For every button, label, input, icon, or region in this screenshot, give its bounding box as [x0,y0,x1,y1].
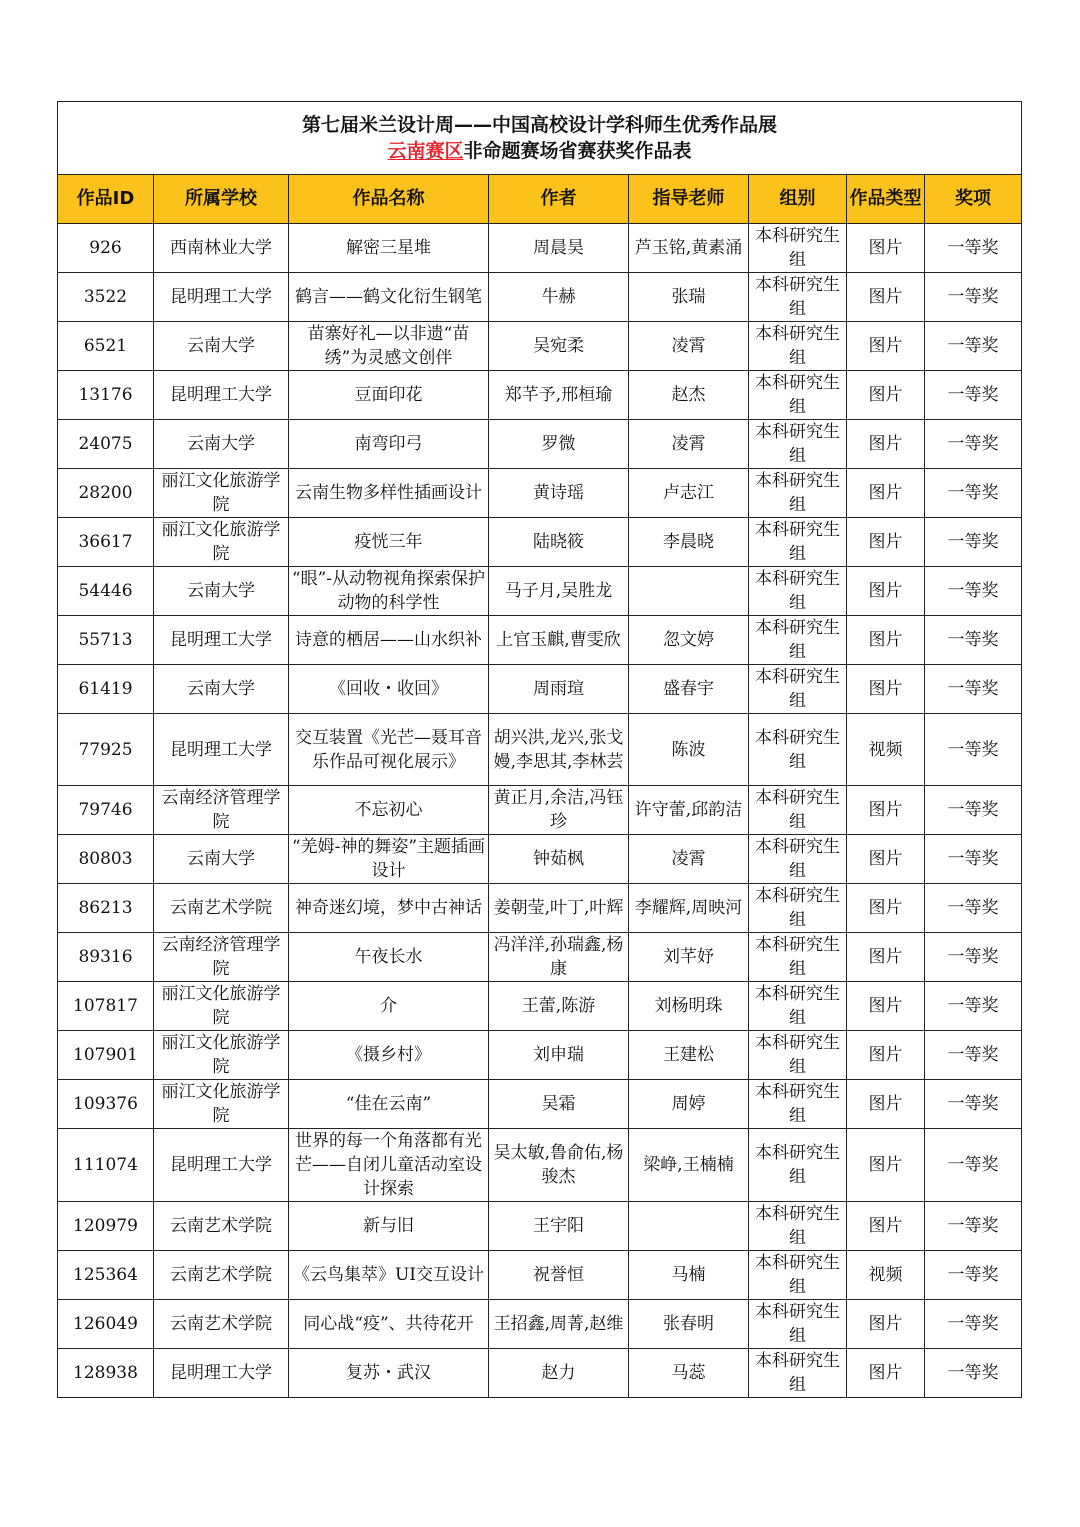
cell-work-id: 926 [58,224,154,273]
table-row [58,518,1022,567]
cell-author: 姜朝莹,叶丁,叶辉 [489,884,629,933]
cell-school: 云南大学 [154,835,289,884]
cell-school: 云南经济管理学院 [154,786,289,835]
cell-advisor: 凌霄 [629,322,749,371]
cell-work-id: 54446 [58,567,154,616]
cell-work-type: 图片 [847,371,925,420]
cell-work-id: 77925 [58,714,154,786]
cell-work-name: 《云鸟集萃》UI交互设计 [289,1251,489,1300]
cell-work-name: 《摄乡村》 [289,1031,489,1080]
cell-group: 本科研究生组 [749,518,847,567]
title-line-2 [60,138,1019,164]
cell-work-name: 云南生物多样性插画设计 [289,469,489,518]
cell-work-name: 疫恍三年 [289,518,489,567]
cell-work-id: 55713 [58,616,154,665]
cell-work-type: 图片 [847,933,925,982]
cell-advisor: 马蕊 [629,1349,749,1398]
cell-school: 丽江文化旅游学院 [154,1031,289,1080]
cell-author: 钟茹枫 [489,835,629,884]
column-header-school: 所属学校 [154,175,289,224]
cell-work-type: 图片 [847,224,925,273]
table-row [58,273,1022,322]
title-subtitle: 非命题赛场省赛获奖作品表 [463,140,692,162]
cell-work-type: 图片 [847,1349,925,1398]
table-title-row [58,102,1022,175]
cell-author: 郑芊予,邢桓瑜 [489,371,629,420]
cell-author: 王招鑫,周菁,赵维 [489,1300,629,1349]
cell-work-name: 不忘初心 [289,786,489,835]
cell-group: 本科研究生组 [749,1031,847,1080]
cell-school: 云南大学 [154,567,289,616]
cell-work-id: 109376 [58,1080,154,1129]
cell-work-type: 图片 [847,1031,925,1080]
cell-work-type: 图片 [847,665,925,714]
cell-work-type: 图片 [847,1300,925,1349]
cell-advisor [629,1202,749,1251]
table-row [58,616,1022,665]
cell-work-name: 神奇迷幻境，梦中古神话 [289,884,489,933]
table-row [58,1349,1022,1398]
cell-award: 一等奖 [925,1300,1022,1349]
cell-work-name: 鹤言——鹤文化衍生钢笔 [289,273,489,322]
table-row [58,982,1022,1031]
cell-work-type: 图片 [847,1080,925,1129]
cell-advisor: 盛春宇 [629,665,749,714]
cell-award: 一等奖 [925,273,1022,322]
cell-work-type: 图片 [847,567,925,616]
table-row [58,371,1022,420]
cell-group: 本科研究生组 [749,224,847,273]
cell-advisor: 刘杨明珠 [629,982,749,1031]
cell-work-id: 107817 [58,982,154,1031]
cell-award: 一等奖 [925,224,1022,273]
cell-advisor: 赵杰 [629,371,749,420]
cell-work-id: 6521 [58,322,154,371]
cell-award: 一等奖 [925,933,1022,982]
cell-author: 祝誉恒 [489,1251,629,1300]
cell-author: 赵力 [489,1349,629,1398]
cell-group: 本科研究生组 [749,420,847,469]
cell-group: 本科研究生组 [749,616,847,665]
cell-advisor: 王建松 [629,1031,749,1080]
column-header-advisor: 指导老师 [629,175,749,224]
cell-school: 云南艺术学院 [154,1300,289,1349]
table-row [58,1129,1022,1202]
cell-author: 黄诗瑶 [489,469,629,518]
cell-work-id: 80803 [58,835,154,884]
cell-author: 吴太敏,鲁俞佑,杨骏杰 [489,1129,629,1202]
cell-award: 一等奖 [925,1202,1022,1251]
cell-school: 丽江文化旅游学院 [154,518,289,567]
cell-school: 昆明理工大学 [154,616,289,665]
cell-author: 周晨昊 [489,224,629,273]
cell-award: 一等奖 [925,786,1022,835]
cell-group: 本科研究生组 [749,371,847,420]
cell-award: 一等奖 [925,616,1022,665]
cell-work-name: 午夜长水 [289,933,489,982]
table-row [58,420,1022,469]
cell-work-id: 24075 [58,420,154,469]
title-line-1: 第七届米兰设计周——中国高校设计学科师生优秀作品展 [302,114,778,136]
cell-work-name: “佳在云南” [289,1080,489,1129]
cell-award: 一等奖 [925,714,1022,786]
cell-author: 王宇阳 [489,1202,629,1251]
cell-work-id: 111074 [58,1129,154,1202]
cell-work-name: 介 [289,982,489,1031]
cell-advisor: 刘芊妤 [629,933,749,982]
cell-work-name: 世界的每一个角落都有光芒——自闭儿童活动室设计探索 [289,1129,489,1202]
column-header-name: 作品名称 [289,175,489,224]
cell-group: 本科研究生组 [749,884,847,933]
cell-school: 云南大学 [154,420,289,469]
cell-work-id: 120979 [58,1202,154,1251]
cell-author: 牛赫 [489,273,629,322]
table-row [58,1251,1022,1300]
cell-award: 一等奖 [925,835,1022,884]
cell-school: 云南艺术学院 [154,1251,289,1300]
cell-group: 本科研究生组 [749,567,847,616]
table-row [58,469,1022,518]
table-title [58,102,1022,175]
cell-advisor: 芦玉铭,黄素涌 [629,224,749,273]
cell-group: 本科研究生组 [749,322,847,371]
cell-group: 本科研究生组 [749,786,847,835]
cell-group: 本科研究生组 [749,665,847,714]
cell-work-type: 图片 [847,616,925,665]
cell-work-type: 视频 [847,1251,925,1300]
cell-work-name: “眼”-从动物视角探索保护动物的科学性 [289,567,489,616]
cell-author: 刘申瑞 [489,1031,629,1080]
column-header-award: 奖项 [925,175,1022,224]
cell-work-id: 3522 [58,273,154,322]
cell-award: 一等奖 [925,567,1022,616]
cell-author: 陆晓筱 [489,518,629,567]
awards-table [57,101,1022,1398]
cell-advisor: 凌霄 [629,420,749,469]
cell-group: 本科研究生组 [749,1251,847,1300]
cell-work-type: 图片 [847,518,925,567]
cell-work-name: 新与旧 [289,1202,489,1251]
cell-work-type: 图片 [847,322,925,371]
cell-advisor: 卢志江 [629,469,749,518]
cell-school: 昆明理工大学 [154,1129,289,1202]
cell-work-name: 同心战“疫”、共待花开 [289,1300,489,1349]
cell-award: 一等奖 [925,420,1022,469]
cell-award: 一等奖 [925,1080,1022,1129]
cell-school: 云南大学 [154,322,289,371]
cell-work-type: 图片 [847,786,925,835]
column-header-type: 作品类型 [847,175,925,224]
cell-work-type: 图片 [847,420,925,469]
cell-author: 马子月,吴胜龙 [489,567,629,616]
cell-advisor: 周婷 [629,1080,749,1129]
cell-award: 一等奖 [925,518,1022,567]
cell-group: 本科研究生组 [749,835,847,884]
cell-work-name: 交互装置《光芒—聂耳音乐作品可视化展示》 [289,714,489,786]
table-row [58,835,1022,884]
cell-group: 本科研究生组 [749,982,847,1031]
column-header-row [58,175,1022,224]
cell-award: 一等奖 [925,1129,1022,1202]
cell-work-type: 图片 [847,884,925,933]
table-row [58,933,1022,982]
cell-advisor: 陈波 [629,714,749,786]
cell-advisor: 李耀辉,周映河 [629,884,749,933]
cell-work-id: 107901 [58,1031,154,1080]
cell-advisor: 许守蕾,邱韵洁 [629,786,749,835]
cell-school: 昆明理工大学 [154,273,289,322]
cell-group: 本科研究生组 [749,273,847,322]
column-header-author: 作者 [489,175,629,224]
cell-work-id: 13176 [58,371,154,420]
cell-author: 吴宛柔 [489,322,629,371]
table-row [58,567,1022,616]
cell-work-name: 诗意的栖居——山水织补 [289,616,489,665]
cell-school: 云南经济管理学院 [154,933,289,982]
cell-school: 丽江文化旅游学院 [154,469,289,518]
table-row [58,1080,1022,1129]
cell-work-name: 苗寨好礼—以非遗“苗绣”为灵感文创伴 [289,322,489,371]
cell-school: 昆明理工大学 [154,1349,289,1398]
cell-work-type: 图片 [847,273,925,322]
table-row [58,786,1022,835]
column-header-id: 作品ID [58,175,154,224]
cell-group: 本科研究生组 [749,1349,847,1398]
cell-work-id: 128938 [58,1349,154,1398]
cell-work-id: 125364 [58,1251,154,1300]
table-row [58,322,1022,371]
cell-award: 一等奖 [925,322,1022,371]
cell-work-name: 《回收・收回》 [289,665,489,714]
cell-award: 一等奖 [925,1251,1022,1300]
cell-author: 罗微 [489,420,629,469]
cell-award: 一等奖 [925,1349,1022,1398]
cell-author: 吴霜 [489,1080,629,1129]
cell-award: 一等奖 [925,371,1022,420]
table-row [58,224,1022,273]
cell-work-type: 图片 [847,982,925,1031]
cell-work-id: 79746 [58,786,154,835]
cell-award: 一等奖 [925,469,1022,518]
cell-work-type: 图片 [847,835,925,884]
table-row [58,884,1022,933]
cell-advisor: 凌霄 [629,835,749,884]
cell-advisor: 马楠 [629,1251,749,1300]
cell-group: 本科研究生组 [749,1129,847,1202]
cell-advisor: 梁峥,王楠楠 [629,1129,749,1202]
cell-award: 一等奖 [925,665,1022,714]
cell-group: 本科研究生组 [749,1300,847,1349]
cell-work-name: 复苏・武汉 [289,1349,489,1398]
cell-school: 昆明理工大学 [154,714,289,786]
cell-advisor: 张瑞 [629,273,749,322]
cell-group: 本科研究生组 [749,714,847,786]
table-row [58,714,1022,786]
table-row [58,1202,1022,1251]
table-row [58,1300,1022,1349]
cell-group: 本科研究生组 [749,469,847,518]
cell-work-name: 豆面印花 [289,371,489,420]
cell-work-id: 36617 [58,518,154,567]
cell-work-name: 解密三星堆 [289,224,489,273]
cell-school: 云南艺术学院 [154,884,289,933]
cell-award: 一等奖 [925,982,1022,1031]
cell-author: 王蕾,陈游 [489,982,629,1031]
cell-school: 西南林业大学 [154,224,289,273]
cell-school: 昆明理工大学 [154,371,289,420]
cell-author: 冯洋洋,孙瑞鑫,杨康 [489,933,629,982]
cell-work-name: “羌姆-神的舞姿”主题插画设计 [289,835,489,884]
table-row [58,1031,1022,1080]
cell-work-type: 图片 [847,1202,925,1251]
cell-advisor: 李晨晓 [629,518,749,567]
cell-group: 本科研究生组 [749,1080,847,1129]
cell-work-id: 126049 [58,1300,154,1349]
column-header-group: 组别 [749,175,847,224]
cell-school: 丽江文化旅游学院 [154,982,289,1031]
cell-work-type: 图片 [847,469,925,518]
cell-work-id: 86213 [58,884,154,933]
cell-advisor: 张春明 [629,1300,749,1349]
cell-award: 一等奖 [925,884,1022,933]
table-row [58,665,1022,714]
cell-work-type: 图片 [847,1129,925,1202]
cell-school: 云南大学 [154,665,289,714]
cell-school: 丽江文化旅游学院 [154,1080,289,1129]
cell-school: 云南艺术学院 [154,1202,289,1251]
cell-author: 黄正月,余洁,冯钰珍 [489,786,629,835]
cell-award: 一等奖 [925,1031,1022,1080]
cell-author: 上官玉麒,曹雯欣 [489,616,629,665]
cell-work-name: 南弯印弓 [289,420,489,469]
cell-author: 周雨瑄 [489,665,629,714]
cell-work-id: 61419 [58,665,154,714]
cell-group: 本科研究生组 [749,1202,847,1251]
cell-author: 胡兴洪,龙兴,张戈嫚,李思其,李林芸 [489,714,629,786]
title-region: 云南赛区 [387,140,464,162]
cell-group: 本科研究生组 [749,933,847,982]
cell-advisor [629,567,749,616]
cell-work-id: 28200 [58,469,154,518]
cell-advisor: 忽文婷 [629,616,749,665]
cell-work-type: 视频 [847,714,925,786]
cell-work-id: 89316 [58,933,154,982]
